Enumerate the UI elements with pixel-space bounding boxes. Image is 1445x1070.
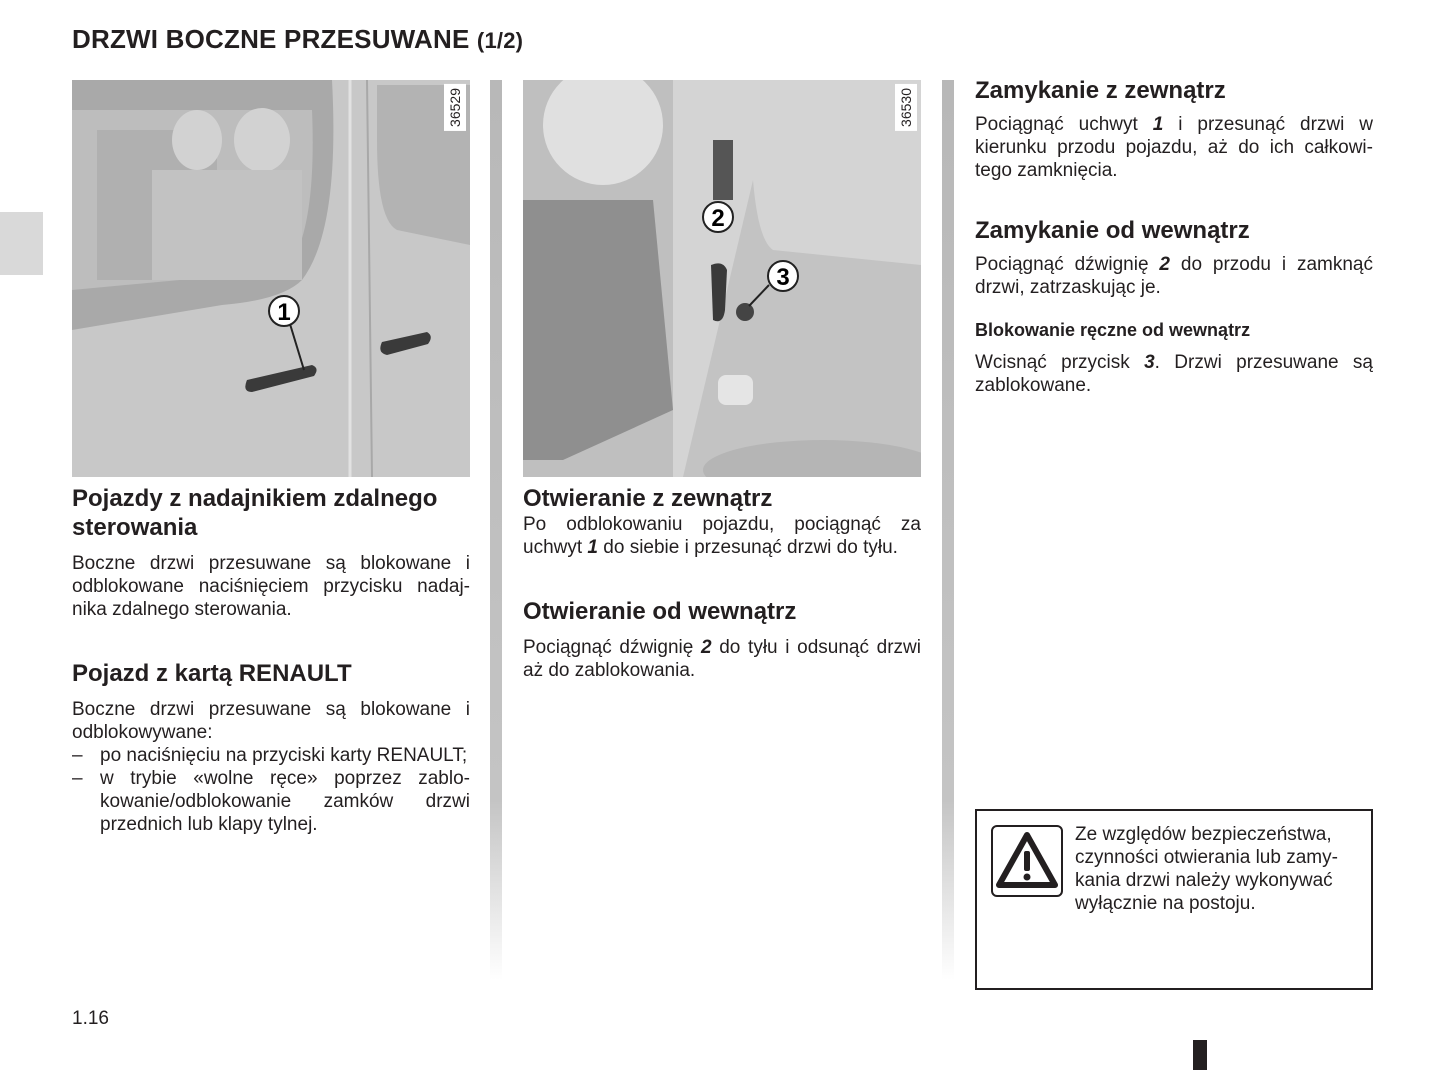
heading-card: Pojazd z kartą RENAULT bbox=[72, 660, 352, 687]
warning-text: Ze względów bezpieczeństwa, czynności otwierania lub zamykania drzwi należy wykonywać wyłącznie na postoju. bbox=[1075, 824, 1338, 914]
figure-code: 36530 bbox=[895, 84, 917, 131]
title-main: DRZWI BOCZNE PRZESUWANE bbox=[72, 24, 470, 54]
callout-1: 1 bbox=[277, 299, 291, 326]
text-open-inside: Pociągnąć dźwignię 2 do tyłu i odsunąć drzwi aż do zablokowania. bbox=[523, 637, 921, 681]
column-divider bbox=[942, 80, 954, 980]
column-divider bbox=[490, 80, 502, 980]
dash: – bbox=[72, 768, 83, 789]
text-open-outside: Po odblokowaniu pojazdu, pociągnąć za uchwyt 1 do siebie i przesunąć drzwi do tyłu. bbox=[523, 514, 921, 558]
warning-triangle-icon bbox=[991, 825, 1063, 897]
list-item bbox=[72, 767, 470, 836]
warning-box bbox=[975, 809, 1373, 990]
heading-manual-lock: Blokowanie ręczne od wewnątrz bbox=[975, 320, 1251, 340]
figure-sliding-door-interior bbox=[523, 80, 921, 477]
heading-remote: Pojazdy z nadajnikiem zdalnego sterowania bbox=[72, 485, 438, 541]
heading-open-inside: Otwieranie od wewnątrz bbox=[523, 598, 797, 625]
column-3 bbox=[975, 76, 1373, 397]
column-2 bbox=[523, 484, 921, 682]
callout-2: 2 bbox=[711, 205, 725, 232]
callout-3: 3 bbox=[776, 264, 790, 291]
page-number: 1.16 bbox=[72, 1008, 109, 1029]
figure-sliding-door-exterior bbox=[72, 80, 470, 477]
column-1 bbox=[72, 484, 470, 836]
dash: – bbox=[72, 745, 83, 766]
text-card: Boczne drzwi przesuwane są blokowane i odblokowywane: bbox=[72, 699, 470, 743]
chapter-tab bbox=[0, 212, 43, 275]
heading-close-outside: Zamykanie z zewnątrz bbox=[975, 77, 1226, 104]
page-title bbox=[72, 24, 523, 55]
heading-open-outside: Otwieranie z zewnątrz bbox=[523, 485, 773, 512]
list-text: w trybie «wolne ręce» poprzez zablokowanie/odblokowanie zamków drzwi przednich lub klapy tylnej. bbox=[100, 768, 470, 835]
list-item bbox=[72, 744, 470, 767]
figure-code: 36529 bbox=[444, 84, 466, 131]
text-close-inside: Pociągnąć dźwignię 2 do przodu i zamknąć drzwi, zatrzaskując je. bbox=[975, 254, 1373, 298]
text-remote: Boczne drzwi przesuwane są blokowane i odblokowane naciśnięciem przycisku nadajnika zdalnego sterowania. bbox=[72, 553, 470, 620]
heading-close-inside: Zamykanie od wewnątrz bbox=[975, 217, 1250, 244]
print-mark bbox=[1193, 1040, 1207, 1070]
title-part: (1/2) bbox=[476, 28, 524, 53]
text-close-outside: Pociągnąć uchwyt 1 i przesunąć drzwi w kierunku przodu pojazdu, aż do ich całkowitego zamknięcia. bbox=[975, 114, 1373, 181]
text-manual-lock: Wcisnąć przycisk 3. Drzwi przesuwane są zablokowane. bbox=[975, 352, 1373, 396]
list-text: po naciśnięciu na przyciski karty RENAULT; bbox=[100, 745, 468, 766]
